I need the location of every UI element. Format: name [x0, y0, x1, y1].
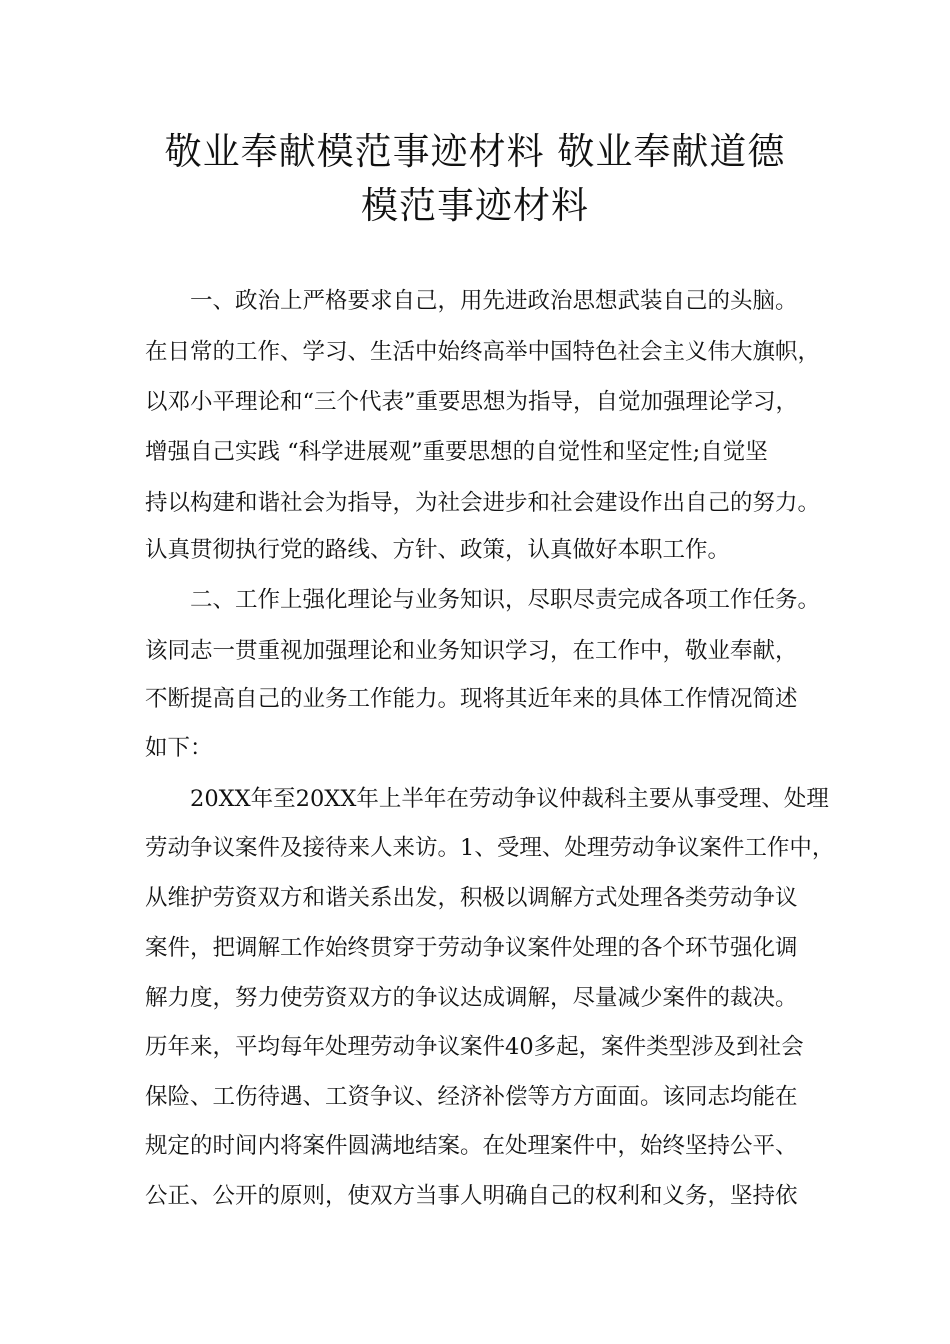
paragraph-1-line-2: 在日常的工作、学习、生活中始终高举中国特色社会主义伟大旗帜， [145, 339, 821, 365]
paragraph-1-line-1: 一、政治上严格要求自己，用先进政治思想武装自己的头脑。 [190, 288, 798, 314]
paragraph-1-line-3: 以邓小平理论和“三个代表”重要思想为指导，自觉加强理论学习， [145, 389, 799, 415]
paragraph-3-line-8: 规定的时间内将案件圆满地结案。在处理案件中，始终坚持公平、 [145, 1133, 798, 1159]
paragraph-3-line-9: 公正、公开的原则，使双方当事人明确自己的权利和义务，坚持依 [145, 1183, 798, 1209]
paragraph-2-line-1: 二、工作上强化理论与业务知识，尽职尽责完成各项工作任务。 [190, 587, 821, 613]
paragraph-3-line-4: 案件，把调解工作始终贯穿于劳动争议案件处理的各个环节强化调 [145, 935, 798, 961]
paragraph-1-line-6: 认真贯彻执行党的路线、方针、政策，认真做好本职工作。 [145, 537, 731, 563]
document-title-line-1: 敬业奉献模范事迹材料 敬业奉献道德 [164, 130, 786, 173]
paragraph-3-line-1: 20XX年至20XX年上半年在劳动争议仲裁科主要从事受理、处理 [190, 786, 829, 812]
paragraph-3-line-2: 劳动争议案件及接待来人来访。1、受理、处理劳动争议案件工作中， [145, 835, 835, 861]
paragraph-3-line-6: 历年来，平均每年处理劳动争议案件40多起，案件类型涉及到社会 [145, 1034, 804, 1060]
paragraph-3-line-7: 保险、工伤待遇、工资争议、经济补偿等方方面面。该同志均能在 [145, 1084, 798, 1110]
document-title-line-2: 模范事迹材料 [361, 184, 589, 227]
paragraph-2-line-3: 不断提高自己的业务工作能力。现将其近年来的具体工作情况简述 [145, 686, 798, 712]
paragraph-1-line-4: 增强自己实践 “科学进展观”重要思想的自觉性和坚定性;自觉坚 [145, 439, 768, 465]
paragraph-2-line-4: 如下： [145, 735, 213, 761]
paragraph-3-line-3: 从维护劳资双方和谐关系出发，积极以调解方式处理各类劳动争议 [145, 885, 798, 911]
paragraph-3-line-5: 解力度，努力使劳资双方的争议达成调解，尽量减少案件的裁决。 [145, 985, 798, 1011]
paragraph-1-line-5: 持以构建和谐社会为指导，为社会进步和社会建设作出自己的努力。 [145, 490, 821, 516]
paragraph-2-line-2: 该同志一贯重视加强理论和业务知识学习，在工作中，敬业奉献， [145, 638, 798, 664]
